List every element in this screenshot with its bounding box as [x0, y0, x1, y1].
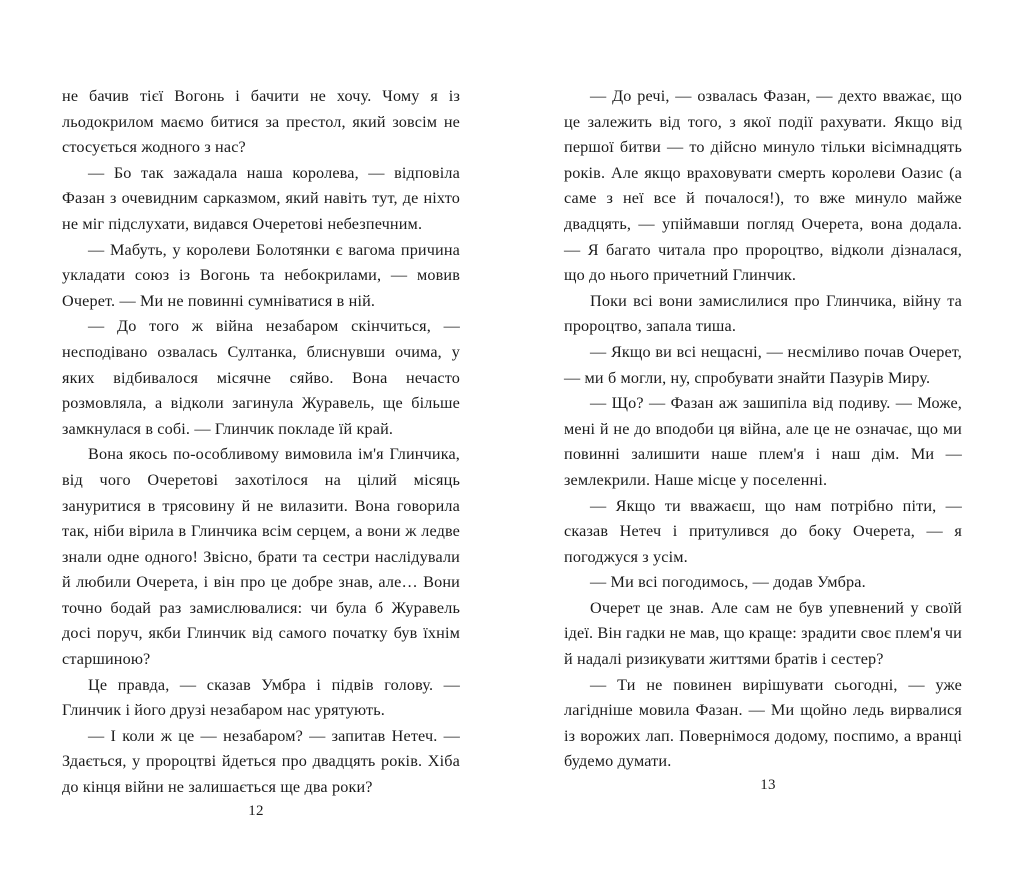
- paragraph: не бачив тієї Вогонь і бачити не хочу. Чому я із льодокрилом маємо битися за престол, який зовсім не стосується жодного з нас?: [62, 87, 460, 157]
- page-left: [0, 0, 512, 819]
- page-left-text-block: [0, 0, 512, 801]
- paragraph: — До речі, — озвалась Фазан, — дехто вважає, що це залежить від того, з якої події рахувати. Якщо від першої битви — то дійсно минуло тільки вісімнадцять років. Але якщо враховувати смерть королеви Оазис (а саме з неї все й почалося!), то вже минуло майже двадцять, — упіймавши погляд Очерета, вона додала. — Я багато читала про пророцтво, відколи дізналася, що до нього причетний Глинчик.: [564, 87, 962, 285]
- paragraph: — Бо так зажадала наша королева, — відповіла Фазан з очевидним сарказмом, який навіть тут, де ніхто не міг підслухати, видався Очеретові небезпечним.: [62, 163, 460, 233]
- paragraph: Це правда, — сказав Умбра і підвів голову. — Глинчик і його друзі незабаром нас урятують.: [62, 675, 460, 720]
- paragraph: — Ти не повинен вирішувати сьогодні, — уже лагідніше мовила Фазан. — Ми щойно ледь вирвалися із ворожих лап. Повернімося додому, поспимо, а вранці будемо думати.: [564, 675, 962, 771]
- paragraph: — До того ж війна незабаром скінчиться, — несподівано озвалась Султанка, блиснувши очима, у яких відбивалося місячне сяйво. Вона нечасто розмовляла, а відколи загинула Журавель, ще більше замкнулася в собі. — Глинчик покладе їй край.: [62, 317, 460, 438]
- page-number: 13: [760, 777, 776, 794]
- paragraph: — Якщо ви всі нещасні, — несміливо почав Очерет, — ми б могли, ну, спробувати знайти Пазурів Миру.: [564, 342, 962, 387]
- page-right-text-block: [512, 0, 1024, 775]
- page-number: 12: [248, 802, 264, 819]
- paragraph: — Що? — Фазан аж зашипіла від подиву. — Може, мені й не до вподоби ця війна, але це не означає, що ми повинні залишити наше плем'я і наш дім. Ми — землекрили. Наше місце у поселенні.: [564, 394, 962, 489]
- paragraph: — І коли ж це — незабаром? — запитав Нетеч. — Здається, у пророцтві йдеться про двадцять років. Хіба до кінця війни не залишається ще два роки?: [62, 726, 460, 797]
- paragraph: Вона якось по-особливому вимовила ім'я Глинчика, від чого Очеретові захотілося на цілий місяць зануритися в трясовину й не вилазити. Вона говорила так, ніби вірила в Глинчика всім серцем, а вони ж ледве знали одне одного! Звісно, брати та сестри наслідували й любили Очерета, і він про це добре знав, але… Вони точно бодай раз замислювалися: чи була б Журавель досі поруч, якби Глинчик від самого початку був їхнім старшиною?: [62, 445, 460, 669]
- paragraph: Очерет це знав. Але сам не був упевнений у своїй ідеї. Він гадки не мав, що краще: зрадити своє плем'я чи й надалі ризикувати життями братів і сестер?: [564, 598, 962, 669]
- paragraph: Поки всі вони замислилися про Глинчика, війну та пророцтво, запала тиша.: [564, 291, 962, 336]
- paragraph: — Якщо ти вважаєш, що нам потрібно піти, — сказав Нетеч і притулився до боку Очерета, — я погоджуся з усім.: [564, 496, 962, 566]
- paragraph: — Мабуть, у королеви Болотянки є вагома причина укладати союз із Вогонь та небокрилами, — мовив Очерет. — Ми не повинні сумніватися в ній.: [62, 240, 460, 310]
- page-right: [512, 0, 1024, 794]
- paragraph: — Ми всі погодимось, — додав Умбра.: [590, 573, 866, 592]
